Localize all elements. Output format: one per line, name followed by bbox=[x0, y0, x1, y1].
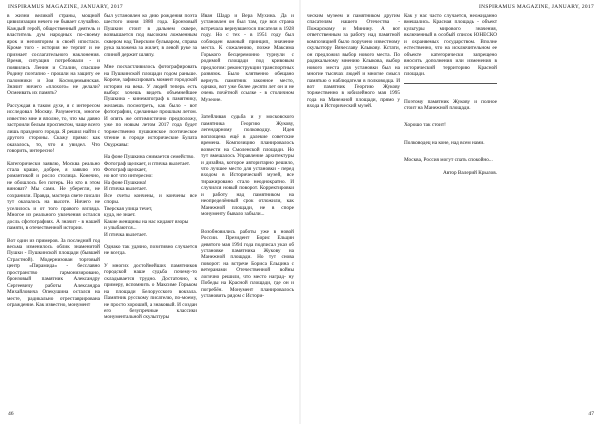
paragraph: был установлен ко дню рождения поэта шестого июня 1880 года. Бронзовый Пушкин стоит в дальнем сквере, возвышается под высоким ложменным сквером над Тверским бульваром, справа рука заложена за жилет, в левой руке за спиной держит шляпу. bbox=[104, 13, 197, 58]
paragraph: но вот что интересно: bbox=[104, 173, 153, 180]
paragraph: На фоне Пушкина! bbox=[104, 179, 147, 186]
column-1 bbox=[7, 13, 100, 406]
paragraph: Поэтому памятник Жукову и полное стоит на Манежной площади. bbox=[404, 98, 497, 111]
column-1 bbox=[307, 13, 400, 406]
column-3 bbox=[201, 13, 294, 406]
paragraph: Мне посчастливилось фотографировать на Пушкинской площади годом раньше. Короче, зафиксировать момент городской истории на века. У людей теперь есть выбор: хочешь видеть объемнейшее Пушкина - кинематограф к памятнику, желаешь посмотреть, как было - вот фотографии, сделанные прошлым летом. И опять же оптимистично предположу, уже по новым летом 2017 года будет торжественно пушкинское поэтическое чтение в городе исторические Булата Окуджавы: bbox=[104, 64, 197, 148]
column-2 bbox=[404, 13, 497, 406]
page-number: 47 bbox=[588, 411, 594, 417]
paragraph: Иван Шадр и Вера Мухина. Да и установлен он был там, где вся страна встречала вернувшегося писателя в 1928 году. Но с тех - в 1951 году был соблюден важный принцип, значение места. К сожалению, позже Максима Горького бесцеремонно турнули с родимой площади под кривовым предлогом: реконструкции транспортных развязок. Было клятвенно обещано вернуть памятник законное место, однако, вот уже более десяти лет он и не очень почётной ссылке - в столичном Музеоне. bbox=[201, 13, 294, 103]
paragraph: Фотограф щелкает, bbox=[104, 166, 147, 173]
paragraph: Полководец на коне, над всем нами. bbox=[404, 139, 485, 146]
paragraph: Москва, Россия могут спать спокойно... bbox=[404, 157, 493, 164]
column-3-empty bbox=[501, 13, 594, 406]
paragraph: И птичка вылетает. bbox=[104, 186, 147, 193]
paragraph: Возобновились работы уже в новой России. Президент Борис Ельцин девятого мая 1994 года подписал указ об установке памятника Жукову на Манежной площади. Но тут снова поворот: на встрече Бориса Ельцина с ветеранами Отечественной войны логично решили, что место наград- ну Победы на Красной площади, где он и погребён. Монумент планировалось установить рядом с Истори- bbox=[201, 228, 294, 300]
column-2 bbox=[104, 13, 197, 406]
paragraph: куда, не знает. bbox=[104, 212, 136, 219]
right-page bbox=[300, 0, 600, 424]
page-number: 46 bbox=[8, 411, 14, 417]
paragraph: в жизни великой страны, мощной цивилизации нечего не бывает случайно. Каждый герой, общественный деятель и властитель дум народных по-своему ярок и неповторим в своей ипостаси. Кроме того - история не терпит и не признает сослагательного наклонения. Время, ситуация потребовали - и появились Ленин и Сталин, спасшие Родину поэтапно - прошли на защиту ее паломники и Зоя Космодемьянская. Значит ничего «плохого» не делали? Осмеивать их память? bbox=[7, 13, 100, 97]
paragraph: ческим музеем и памятником другим спасателям нашего Отечества - Пожарскому и Минину. А вот ответственным за работу над памятной композицией было поручено известному скульптору Вячеславу Клыкову. Кстати, он предложил выбор нового места. По радикальному мнению Клыкова, выбор нового места для установки был на многие тысячах людей и многие смысл памятью о наблюдателя в полководца. И вот памятник Георгию Жукову торжественно в юбилейного мая 1995 года на Манежной площади, прямо у входа в Исторический музей. bbox=[307, 13, 400, 110]
paragraph: У многих достойнейших памятников городской наше судьба почему-то складывается трудно. Достаточно, к примеру, вспомнить о Максиме Горьком на площади Белорусского вокзала. Памятник русскому писателю, по-моему, не просто хороший, а знаковый. И создан его безупречные классики монументальной скульптуры bbox=[104, 262, 197, 321]
paragraph: Рассуждая в таком духе, я с интересом исследовал Москву. Разумеется, многое известно мне и вполне, то, что мы давно застроили белым проспектом, чаще всего лишь праздного города. Я решил найти с другого стороны. Скажу прямо: как оказалось, то, что я увидел. Что говорить, интересно! bbox=[7, 102, 100, 155]
paragraph: Фотограф щелкает, и птичка вылетает. bbox=[104, 160, 191, 167]
paragraph: Затейливая судьба и у московского памятника Георгию Жукову, легендарному полководцу. Идея воплощена ещё в далекие советские времена. Композицию планировалось возвести на Смоленской площади. Но тут вмешалось Управление архитектуры и дизайна, которое авторитарно решило, что лучшее место для установки - перед входом в Исторический музей, все тиражировано стало неоднократно. И случился новый поворот. Корректировки и работу над памятником на неопределённый срок отложили, как Манежной площади, не в споре монументу бывало забыли... bbox=[201, 114, 294, 218]
paragraph: Как у нас часто случается, неожиданно вмешались. Красная площадь - объект культуры мирового значения, включенный в особый список ЮНЕСКО и охраняемых государством. Вполне естественно, что на исключительном ее объекте категорически запрещено вносить дополнения или изменения в исторический территорию Красной площади. bbox=[404, 13, 497, 78]
paragraph: Вот один из примеров. За последний год весьма изменилось облик знаменитой Пушки - Пушкинской площади (бывшей Страстной). Модернизован торговый центр «Пирамида» - бесславно пространство гармонизировано, бронзовый памятник Александру Сергеевичу работы Александра Михайловича Опекушина остался на месте, радикально отреставрирована ограждение. Как известно, монумент bbox=[7, 237, 100, 309]
right-page-columns bbox=[307, 13, 594, 406]
running-header: INSPIRAMUS MAGAZINE, JANUARY, 2017 bbox=[479, 4, 594, 10]
paragraph: На фоне Пушкина снимается семейство. bbox=[104, 154, 195, 161]
paragraph: Тверская улица течет, bbox=[104, 205, 153, 212]
paragraph: Какие женщины на нас кидают взоры bbox=[104, 218, 189, 225]
paragraph: Автор Валерий Крылов. bbox=[442, 169, 497, 176]
paragraph: и улыбаются... bbox=[104, 225, 137, 232]
paragraph: Однако так удачно, позитивно случается не всегда. bbox=[104, 243, 197, 257]
left-page-columns bbox=[7, 13, 294, 406]
paragraph: И птичка вылетает. bbox=[104, 231, 147, 238]
section-rule bbox=[404, 83, 497, 84]
paragraph: Категорически заявлю, Москва реально стала краше, добрее, я заявлю это романтикой и росло столица. Конечно, не обошлось без потерь. Но кто в этом виноват? Мы сами. Не уберегли, не сохранили. Правда, мастера свете писали тут оказалось на высоте. Ничего не уселилось и от того правого взгляда. Многое из реального увлечения остался досль сфотографиях. А значит - в нашей памяти, в отечественной истории. bbox=[7, 160, 100, 232]
running-header: INSPIRAMUS MAGAZINE, JANUARY, 2017 bbox=[8, 4, 123, 10]
paragraph: Все счеты кончены, и кончены все споры. bbox=[104, 192, 197, 206]
paragraph: Хорошо так стоит! bbox=[404, 122, 446, 129]
